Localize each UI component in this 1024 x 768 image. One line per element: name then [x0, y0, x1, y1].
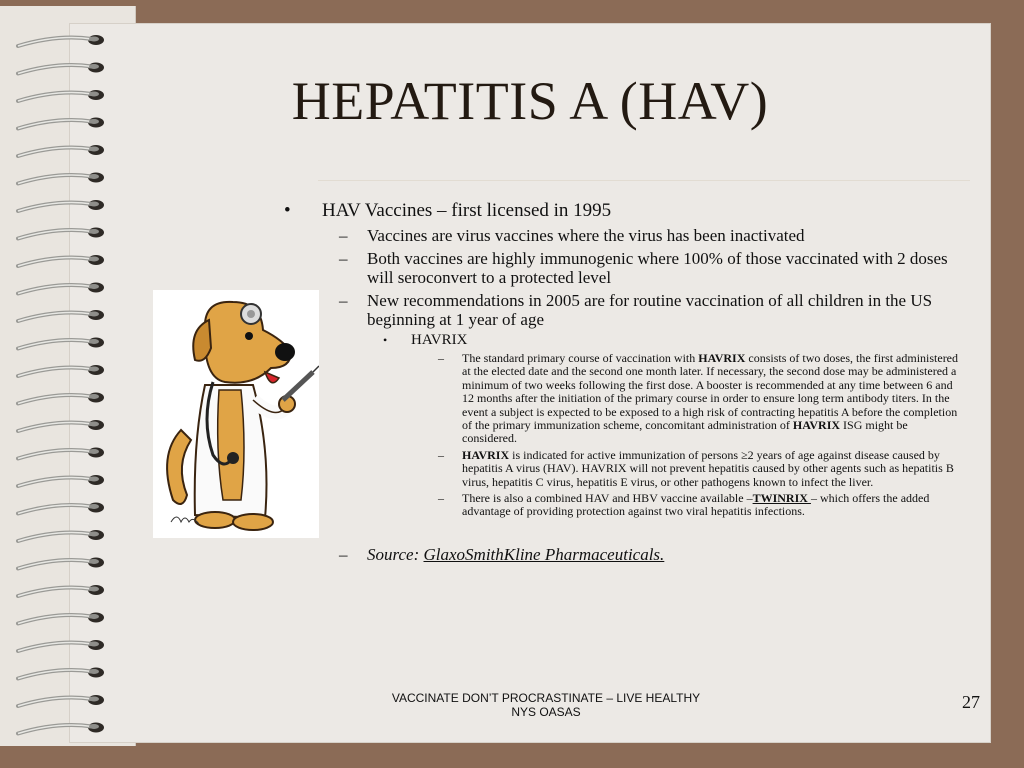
slide-footer — [346, 691, 746, 719]
footer-line-1: VACCINATE DON’T PROCRASTINATE – LIVE HEALTHY — [391, 691, 701, 705]
binding-ring — [18, 200, 104, 211]
binding-ring — [18, 585, 104, 596]
slide-content — [284, 200, 974, 564]
binding-ring — [18, 338, 104, 349]
bullet-text: HAV Vaccines – first licensed in 1995 — [322, 200, 612, 221]
binding-ring — [18, 35, 104, 46]
detail-text: ISG might be considered. — [462, 418, 908, 446]
footer-line-2: NYS OASAS — [511, 705, 581, 719]
brand-name: TWINRIX — [752, 491, 811, 506]
binding-ring — [18, 283, 104, 294]
binding-ring — [18, 365, 104, 376]
brand-name: HAVRIX — [462, 447, 510, 462]
binding-ring — [18, 613, 104, 624]
page-number: 27 — [962, 692, 980, 712]
binding-ring — [18, 695, 104, 706]
binding-ring — [18, 173, 104, 184]
binding-ring — [18, 503, 104, 514]
binding-ring — [18, 530, 104, 541]
sub-bullet-text: Vaccines are virus vaccines where the virus has been inactivated — [367, 226, 805, 245]
sub-bullet-immunogenic: – Both vaccines are highly immunogenic where 100% of those vaccinated with 2 doses will seroconvert to a protected level — [339, 249, 948, 287]
detail-text: – which offers the added advantage of providing protection against two viral hepatitis infections. — [462, 491, 930, 519]
slide-title: HEPATITIS A (HAV) — [291, 71, 769, 131]
sub-bullet-text: Both vaccines are highly immunogenic where 100% of those vaccinated with 2 doses will seroconvert to a protected level — [367, 249, 948, 287]
binding-ring — [18, 640, 104, 651]
source-label: Source: — [367, 544, 424, 564]
binding-ring — [18, 448, 104, 459]
detail-indication: – HAVRIX is indicated for active immunization of persons ≥2 years of age against disease caused by hepatitis A virus (HAV). HAVRIX will not prevent hepatitis caused by other agents such as hepatitis B virus, hepatitis C virus, hepatitis E virus, or other pathogens known to infect the liver. — [438, 447, 954, 489]
binding-ring — [18, 420, 104, 431]
bullet-hav-vaccines: • HAV Vaccines – first licensed in 1995 — [284, 200, 612, 221]
sub-bullet-inactivated: – Vaccines are virus vaccines where the virus has been inactivated — [339, 226, 805, 245]
sub-bullet-text: New recommendations in 2005 are for routine vaccination of all children in the US beginning at 1 year of age — [367, 291, 933, 329]
title-divider — [318, 180, 970, 181]
brand-name: HAVRIX — [698, 351, 746, 365]
bullet-havrix: • HAVRIX — [383, 332, 468, 348]
binding-ring — [18, 145, 104, 156]
detail-text: is indicated for active immunization of persons ≥2 years of age against disease caused by hepatitis A virus (HAV). HAVRIX will not prevent hepatitis caused by other agents such as hepatitis B virus, hepatitis C virus, hepatitis E virus, or other pathogens known to infect the liver. — [462, 447, 954, 489]
brand-name: HAVRIX — [792, 418, 841, 433]
binding-ring — [18, 255, 104, 266]
detail-text: There is also a combined HAV and HBV vaccine available – — [462, 491, 753, 506]
havrix-heading: HAVRIX — [411, 332, 468, 348]
binding-ring — [18, 668, 104, 679]
detail-text: The standard primary course of vaccination with — [462, 351, 699, 365]
source-link[interactable]: GlaxoSmithKline Pharmaceuticals. — [423, 544, 665, 564]
binding-ring — [18, 558, 104, 569]
sub-bullet-recommendations: – New recommendations in 2005 are for routine vaccination of all children in the US beginning at 1 year of age — [339, 291, 933, 329]
binding-ring — [18, 723, 104, 734]
binding-ring — [18, 228, 104, 239]
binding-ring — [18, 475, 104, 486]
detail-primary-course: – The standard primary course of vaccination with HAVRIX consists of two doses, the first administered at the elected date and the second one month later. If necessary, the second dose may be administered a minimum of two weeks following the first dose. A booster is recommended at any time between 6 and 12 months after the initiation of the primary course in order to ensure long term antibody titers. In the event a subject is expected to be exposed to a high risk of contracting hepatitis A before the completion of the primary immunization scheme, concomitant administration of HAVRIX ISG might be considered. — [438, 351, 959, 446]
binding-ring — [18, 393, 104, 404]
detail-twinrix: – There is also a combined HAV and HBV vaccine available –TWINRIX – which offers the added advantage of providing protection against two viral hepatitis infections. — [438, 491, 930, 519]
source-line: – Source: GlaxoSmithKline Pharmaceuticals. — [339, 544, 665, 564]
detail-text: consists of two doses, the first administered at the elected date and the second one month later. If necessary, the second dose may be administered a minimum of two weeks following the first dose. A booster is recommended at any time between 6 and 12 months after the initiation of the primary course in order to ensure long term antibody titers. In the event a subject is expected to be exposed to a high risk of contracting hepatitis A before the completion of the primary immunization scheme, concomitant administration of — [462, 351, 959, 433]
binding-ring — [18, 310, 104, 321]
